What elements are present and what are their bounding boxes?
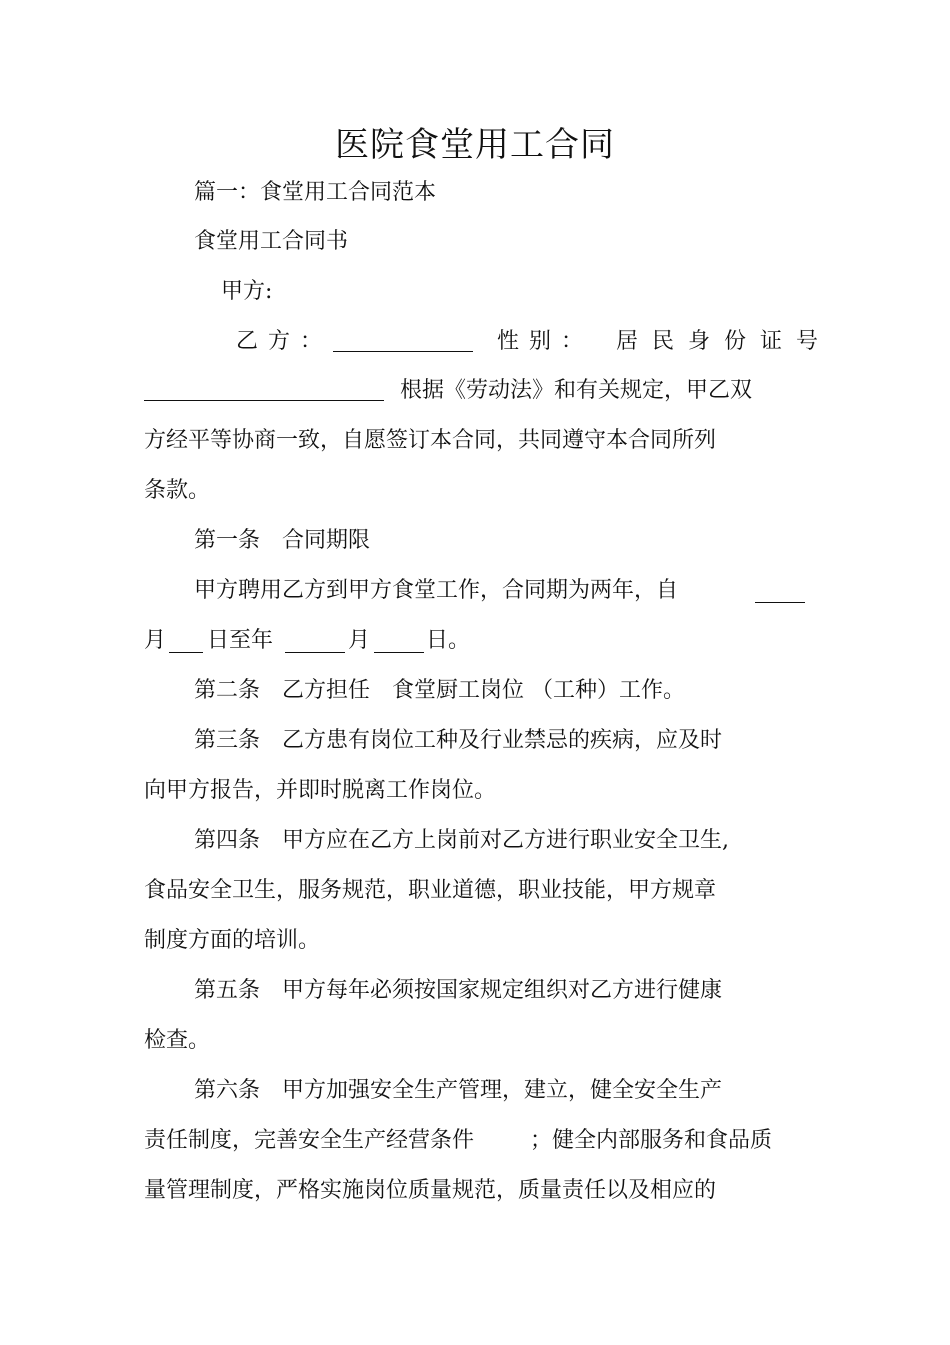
paragraph-line: 条款。: [144, 478, 211, 503]
date-text: 月: [348, 628, 371, 653]
gender-label: 性别：: [497, 329, 594, 354]
date-text: 日至年: [207, 628, 274, 653]
paragraph-line: 制度方面的培训。: [144, 928, 321, 953]
paragraph-line: 责任制度，完善安全生产经营条件: [144, 1128, 475, 1153]
party-b-blank: [333, 329, 473, 352]
article-heading: 第一条 合同期限: [194, 528, 371, 553]
contract-subtitle: 食堂用工合同书: [194, 229, 349, 254]
date-blank: [374, 630, 424, 653]
paragraph-line: 向甲方报告，并即时脱离工作岗位。: [144, 778, 497, 803]
article-line: 第三条 乙方患有岗位工种及行业禁忌的疾病，应及时: [194, 728, 723, 753]
date-text: 月: [144, 628, 167, 653]
document-title: 医院食堂用工合同: [335, 125, 615, 165]
date-blank: [755, 580, 805, 603]
date-text: 日。: [426, 628, 471, 653]
id-number-label: 居民身份证号: [616, 329, 833, 354]
paragraph-line: 食品安全卫生，服务规范，职业道德，职业技能，甲方规章: [144, 878, 717, 903]
party-b-label: 乙方：: [236, 329, 333, 354]
paragraph-line: 方经平等协商一致，自愿签订本合同，共同遵守本合同所列: [144, 428, 717, 453]
paragraph-line: 检查。: [144, 1028, 211, 1053]
party-a-label: 甲方:: [221, 279, 273, 304]
paragraph-line: ；健全内部服务和食品质: [530, 1128, 773, 1153]
article-line: 第四条 甲方应在乙方上岗前对乙方进行职业安全卫生,: [194, 828, 729, 853]
id-number-blank: [144, 378, 384, 401]
paragraph-line: 甲方聘用乙方到甲方食堂工作，合同期为两年，自: [194, 578, 679, 603]
paragraph-line: 量管理制度，严格实施岗位质量规范，质量责任以及相应的: [144, 1178, 717, 1203]
date-blank: [285, 630, 345, 653]
article-line: 第六条 甲方加强安全生产管理，建立，健全安全生产: [194, 1078, 723, 1103]
article-line: 第二条 乙方担任 食堂厨工岗位 （工种）工作。: [194, 678, 685, 703]
section-heading: 篇一：食堂用工合同范本: [194, 180, 437, 205]
date-blank: [169, 630, 203, 653]
article-line: 第五条 甲方每年必须按国家规定组织对乙方进行健康: [194, 978, 723, 1003]
paragraph-line: 根据《劳动法》和有关规定，甲乙双: [400, 378, 753, 403]
